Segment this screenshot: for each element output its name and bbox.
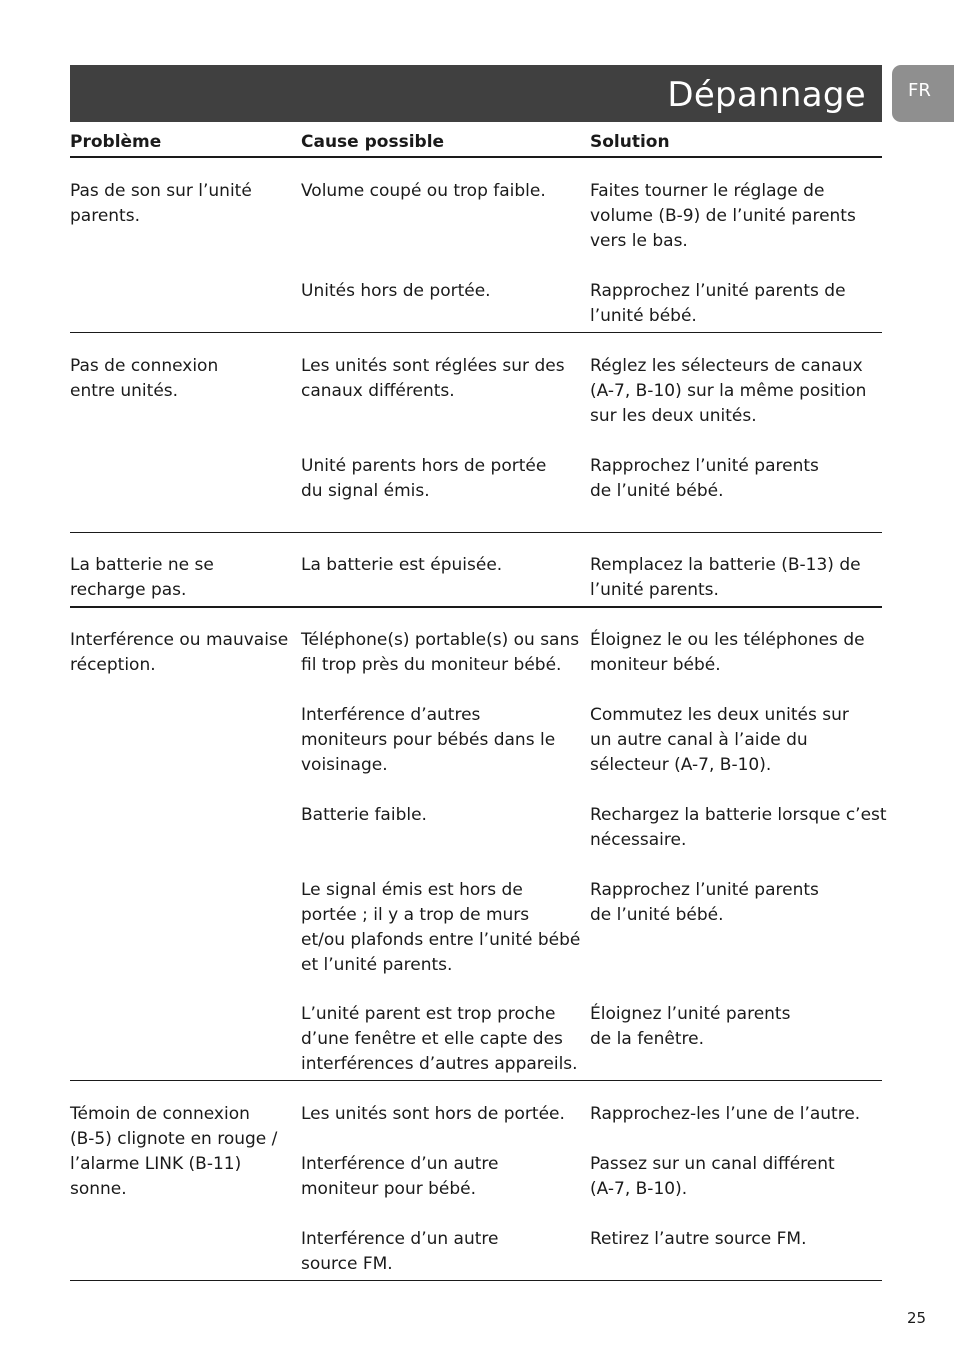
solution-line: (A-7, B-10). xyxy=(590,1179,688,1199)
solution-line: de l’unité bébé. xyxy=(590,905,724,925)
language-label: FR xyxy=(908,80,931,101)
problem-line: l’alarme LINK (B-11) xyxy=(70,1154,242,1174)
cause-cell xyxy=(301,454,546,504)
cause-line: Unité parents hors de portée xyxy=(301,456,547,476)
solution-cell xyxy=(590,878,819,928)
page-title: Dépannage xyxy=(667,75,866,115)
solution-line: Rapprochez l’unité parents xyxy=(590,880,819,900)
solution-line: Remplacez la batterie (B-13) de xyxy=(590,555,861,575)
cause-line: portée ; il y a trop de murs xyxy=(301,905,530,925)
solution-cell xyxy=(590,354,866,429)
cause-line: Interférence d’autres xyxy=(301,705,481,725)
cause-line: La batterie est épuisée. xyxy=(301,555,503,575)
cause-cell xyxy=(301,1102,565,1127)
solution-line: Éloignez l’unité parents xyxy=(590,1004,791,1024)
solution-line: Rechargez la batterie lorsque c’est xyxy=(590,805,887,825)
solution-line: moniteur bébé. xyxy=(590,655,721,675)
cause-cell xyxy=(301,803,427,828)
cause-line: Interférence d’un autre xyxy=(301,1154,499,1174)
cause-cell xyxy=(301,878,580,978)
cause-line: Les unités sont hors de portée. xyxy=(301,1104,565,1124)
solution-cell xyxy=(590,1002,790,1052)
problem-line: Témoin de connexion xyxy=(70,1104,250,1124)
cause-line: Interférence d’un autre xyxy=(301,1229,499,1249)
cause-cell xyxy=(301,1227,498,1277)
solution-line: un autre canal à l’aide du xyxy=(590,730,808,750)
language-tab xyxy=(892,65,954,122)
problem-line: Pas de connexion xyxy=(70,356,219,376)
column-header-problem: Problème xyxy=(70,132,162,152)
cause-line: moniteur pour bébé. xyxy=(301,1179,477,1199)
cause-cell xyxy=(301,553,502,578)
row-divider xyxy=(70,1080,882,1081)
problem-cell xyxy=(70,179,252,229)
solution-cell xyxy=(590,1227,806,1252)
problem-line: réception. xyxy=(70,655,156,675)
solution-line: Rapprochez-les l’une de l’autre. xyxy=(590,1104,861,1124)
cause-line: L’unité parent est trop proche xyxy=(301,1004,556,1024)
cause-cell xyxy=(301,354,565,404)
solution-line: Éloignez le ou les téléphones de xyxy=(590,630,865,650)
solution-line: nécessaire. xyxy=(590,830,687,850)
solution-line: Rapprochez l’unité parents xyxy=(590,456,819,476)
problem-cell xyxy=(70,628,288,678)
page-number: 25 xyxy=(907,1309,927,1327)
row-divider xyxy=(70,332,882,333)
solution-line: l’unité parents. xyxy=(590,580,719,600)
problem-cell xyxy=(70,354,218,404)
solution-cell xyxy=(590,628,865,678)
cause-line: moniteurs pour bébés dans le xyxy=(301,730,556,750)
cause-line: fil trop près du moniteur bébé. xyxy=(301,655,562,675)
solution-cell xyxy=(590,1152,835,1202)
solution-line: sur les deux unités. xyxy=(590,406,757,426)
problem-cell xyxy=(70,1102,277,1202)
problem-line: sonne. xyxy=(70,1179,127,1199)
solution-cell xyxy=(590,454,819,504)
cause-line: Téléphone(s) portable(s) ou sans xyxy=(301,630,580,650)
problem-line: Pas de son sur l’unité xyxy=(70,181,252,201)
problem-line: recharge pas. xyxy=(70,580,187,600)
cause-line: interférences d’autres appareils. xyxy=(301,1054,578,1074)
cause-line: Le signal émis est hors de xyxy=(301,880,523,900)
cause-line: voisinage. xyxy=(301,755,388,775)
problem-line: entre unités. xyxy=(70,381,179,401)
cause-cell xyxy=(301,279,491,304)
solution-cell xyxy=(590,703,849,778)
solution-line: Passez sur un canal différent xyxy=(590,1154,835,1174)
cause-cell xyxy=(301,703,555,778)
cause-line: Unités hors de portée. xyxy=(301,281,491,301)
solution-line: Réglez les sélecteurs de canaux xyxy=(590,356,863,376)
row-divider xyxy=(70,532,882,533)
cause-line: du signal émis. xyxy=(301,481,430,501)
solution-line: Rapprochez l’unité parents de xyxy=(590,281,846,301)
row-divider xyxy=(70,1280,882,1281)
problem-line: La batterie ne se xyxy=(70,555,214,575)
solution-cell xyxy=(590,279,846,329)
cause-line: et/ou plafonds entre l’unité bébé xyxy=(301,930,581,950)
cause-cell xyxy=(301,179,546,204)
cause-cell xyxy=(301,1152,498,1202)
column-header-cause: Cause possible xyxy=(301,132,445,152)
solution-line: vers le bas. xyxy=(590,231,688,251)
solution-cell xyxy=(590,803,887,853)
problem-line: Interférence ou mauvaise xyxy=(70,630,289,650)
cause-line: et l’unité parents. xyxy=(301,955,453,975)
cause-line: canaux différents. xyxy=(301,381,455,401)
cause-line: Volume coupé ou trop faible. xyxy=(301,181,546,201)
solution-line: de l’unité bébé. xyxy=(590,481,724,501)
solution-line: (A-7, B-10) sur la même position xyxy=(590,381,867,401)
problem-cell xyxy=(70,553,214,603)
solution-cell xyxy=(590,553,861,603)
solution-cell xyxy=(590,179,856,254)
cause-cell xyxy=(301,628,579,678)
section-header xyxy=(70,65,882,122)
problem-line: parents. xyxy=(70,206,140,226)
solution-cell xyxy=(590,1102,860,1127)
problem-line: (B-5) clignote en rouge / xyxy=(70,1129,278,1149)
solution-line: Faites tourner le réglage de xyxy=(590,181,825,201)
cause-line: Batterie faible. xyxy=(301,805,427,825)
cause-line: Les unités sont réglées sur des xyxy=(301,356,565,376)
cause-line: source FM. xyxy=(301,1254,393,1274)
solution-line: Commutez les deux unités sur xyxy=(590,705,849,725)
solution-line: l’unité bébé. xyxy=(590,306,697,326)
row-divider xyxy=(70,606,882,608)
solution-line: sélecteur (A-7, B-10). xyxy=(590,755,772,775)
solution-line: volume (B-9) de l’unité parents xyxy=(590,206,856,226)
solution-line: de la fenêtre. xyxy=(590,1029,705,1049)
header-rule xyxy=(70,156,882,158)
column-header-solution: Solution xyxy=(590,132,670,152)
cause-line: d’une fenêtre et elle capte des xyxy=(301,1029,563,1049)
solution-line: Retirez l’autre source FM. xyxy=(590,1229,807,1249)
cause-cell xyxy=(301,1002,578,1077)
